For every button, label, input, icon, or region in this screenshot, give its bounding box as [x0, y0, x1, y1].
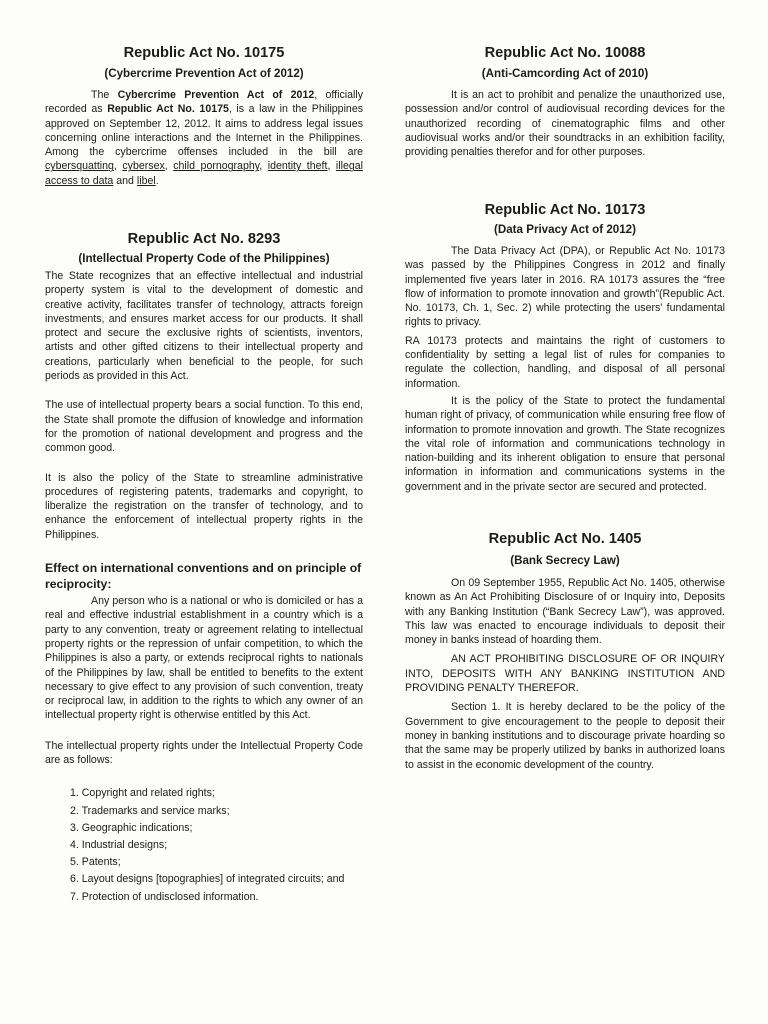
ra8293-title: Republic Act No. 8293 — [127, 231, 281, 247]
list-item: 7. Protection of undisclosed information. — [70, 890, 259, 903]
ra10088-subtitle: (Anti-Camcording Act of 2010) — [481, 67, 649, 80]
list-item: 6. Layout designs [topographies] of integrated circuits; and — [70, 873, 345, 886]
ra10175-title: Republic Act No. 10175 — [123, 45, 285, 61]
ip-rights-list — [45, 785, 363, 905]
link-identity-theft[interactable]: identity theft — [267, 160, 328, 173]
ra10175-paragraph: The Cybercrime Prevention Act of 2012, officially recorded as Republic Act No. 10175, is a law in the Philippines approved on September 12, 2012. It aims to address legal issues concerning online interactions and the Internet in the Philippines. Among the cybercrime offenses included in the bill are cybersquatting, cybersex, child pornography, identity theft, illegal access to data and libel. — [45, 89, 364, 187]
ra1405-subtitle: (Bank Secrecy Law) — [510, 554, 620, 567]
ra8293-paragraph-4: Any person who is a national or who is domiciled or has a real and effective industrial establishment in a country which is a party to any convention, treaty or agreement relating to intellectual property rights or the repression of unfair competition, to which the Philippines is also a party, or extends reciprocal rights to nationals of the Philippines by law, shall be entitled to benefits to the extent necessary to give effect to any provision of such convention, treaty or reciprocal law, in addition to the rights to which any owner of an intellectual property right is otherwise entitled by this Act. — [45, 595, 363, 722]
ra10173-paragraph-2: RA 10173 protects and maintains the right of customers to confidentiality by setting a legal list of rules for companies to regulate the collection, handling, and disposal of all personal information. — [405, 334, 725, 390]
ra8293-paragraph-3: It is also the policy of the State to streamline administrative procedures of registering patents, trademarks and copyright, to liberalize the registration on the transfer of technology, and to enhance the enforcement of intellectual property rights in the Philippines. — [45, 471, 363, 541]
ra8293-paragraph-2: The use of intellectual property bears a social function. To this end, the State shall promote the diffusion of knowledge and information for the promotion of national development and progress and the common good. — [45, 399, 363, 455]
ra10088-section — [405, 44, 725, 159]
ra10088-title: Republic Act No. 10088 — [484, 45, 646, 61]
ra10173-paragraph-3: It is the policy of the State to protect the fundamental human right of privacy, of communication while ensuring free flow of information to promote innovation and growth. The State recognizes the vital role of information and communications technology in nation-building and its inherent obligation to ensure that personal information in information and communications systems in the government and in the private sector are secured and protected. — [405, 394, 725, 493]
list-item: 2. Trademarks and service marks; — [70, 804, 230, 817]
ra1405-paragraph-3: Section 1. It is hereby declared to be the policy of the Government to give encouragement to the people to deposit their money in banking institutions and to discourage private hoarding so that the same may be properly utilized by banks in authorized loans to assist in the economic development of the country. — [405, 701, 725, 771]
list-item: 4. Industrial designs; — [70, 838, 168, 851]
ra8293-paragraph-5: The intellectual property rights under the Intellectual Property Code are as follows: — [45, 739, 363, 767]
ra1405-title: Republic Act No. 1405 — [488, 531, 642, 547]
ra10088-paragraph: It is an act to prohibit and penalize the unauthorized use, possession and/or control of audiovisual recording devices for the unauthorized recording of cinematographic films and other audiovisual works and/or their soundtracks in an exhibition facility, providing penalties therefor and for other purposes. — [405, 89, 725, 159]
ra10173-title: Republic Act No. 10173 — [484, 202, 646, 218]
effect-heading: Effect on international conventions and on principle of reciprocity: — [45, 561, 362, 592]
link-child-pornography[interactable]: child pornography — [173, 160, 260, 173]
list-item: 1. Copyright and related rights; — [70, 787, 215, 800]
ra10173-subtitle: (Data Privacy Act of 2012) — [494, 223, 636, 236]
ra10175-section — [45, 44, 363, 188]
link-libel[interactable]: libel — [136, 174, 156, 187]
ra10175-subtitle: (Cybercrime Prevention Act of 2012) — [104, 67, 304, 80]
list-item: 3. Geographic indications; — [70, 821, 193, 834]
ra1405-paragraph-1: On 09 September 1955, Republic Act No. 1405, otherwise known as An Act Prohibiting Disclosure of or Inquiry into, Deposits with any Banking Institution (“Bank Secrecy Law”), was approved. This law was enacted to encourage individuals to deposit their money in banks instead of hoarding them. — [405, 577, 725, 647]
link-cybersex[interactable]: cybersex — [122, 160, 165, 173]
ra10173-paragraph-1: The Data Privacy Act (DPA), or Republic Act No. 10173 was passed by the Philippines Congress in 2012 and finally implemented five years later in 2016. RA 10173 assures the “free flow of information to promote innovation and growth”(Republic Act. No. 10173, Ch. 1, Sec. 2) while protecting the users' fundamental rights to privacy. — [405, 245, 725, 329]
ra8293-paragraph-1: The State recognizes that an effective intellectual and industrial property system is vital to the development of domestic and creative activity, facilitates transfer of technology, attracts foreign investments, and ensures market access for our products. It shall protect and secure the exclusive rights of scientists, inventors, artists and other gifted citizens to their intellectual property and creations, particularly when beneficial to the people, for such periods as provided in this Act. — [45, 270, 363, 383]
ra8293-subtitle: (Intellectual Property Code of the Philippines) — [78, 252, 330, 265]
ra10173-section — [405, 201, 725, 494]
ra1405-paragraph-2: AN ACT PROHIBITING DISCLOSURE OF OR INQUIRY INTO, DEPOSITS WITH ANY BANKING INSTITUTION AND PROVIDING PENALTY THEREFOR. — [405, 653, 725, 695]
ra1405-section — [405, 530, 725, 772]
list-item: 5. Patents; — [70, 856, 121, 869]
ra8293-section — [45, 230, 363, 906]
link-cybersquatting[interactable]: cybersquatting — [45, 160, 114, 173]
link-illegal-access-to-data[interactable]: illegal access to data — [45, 160, 363, 187]
